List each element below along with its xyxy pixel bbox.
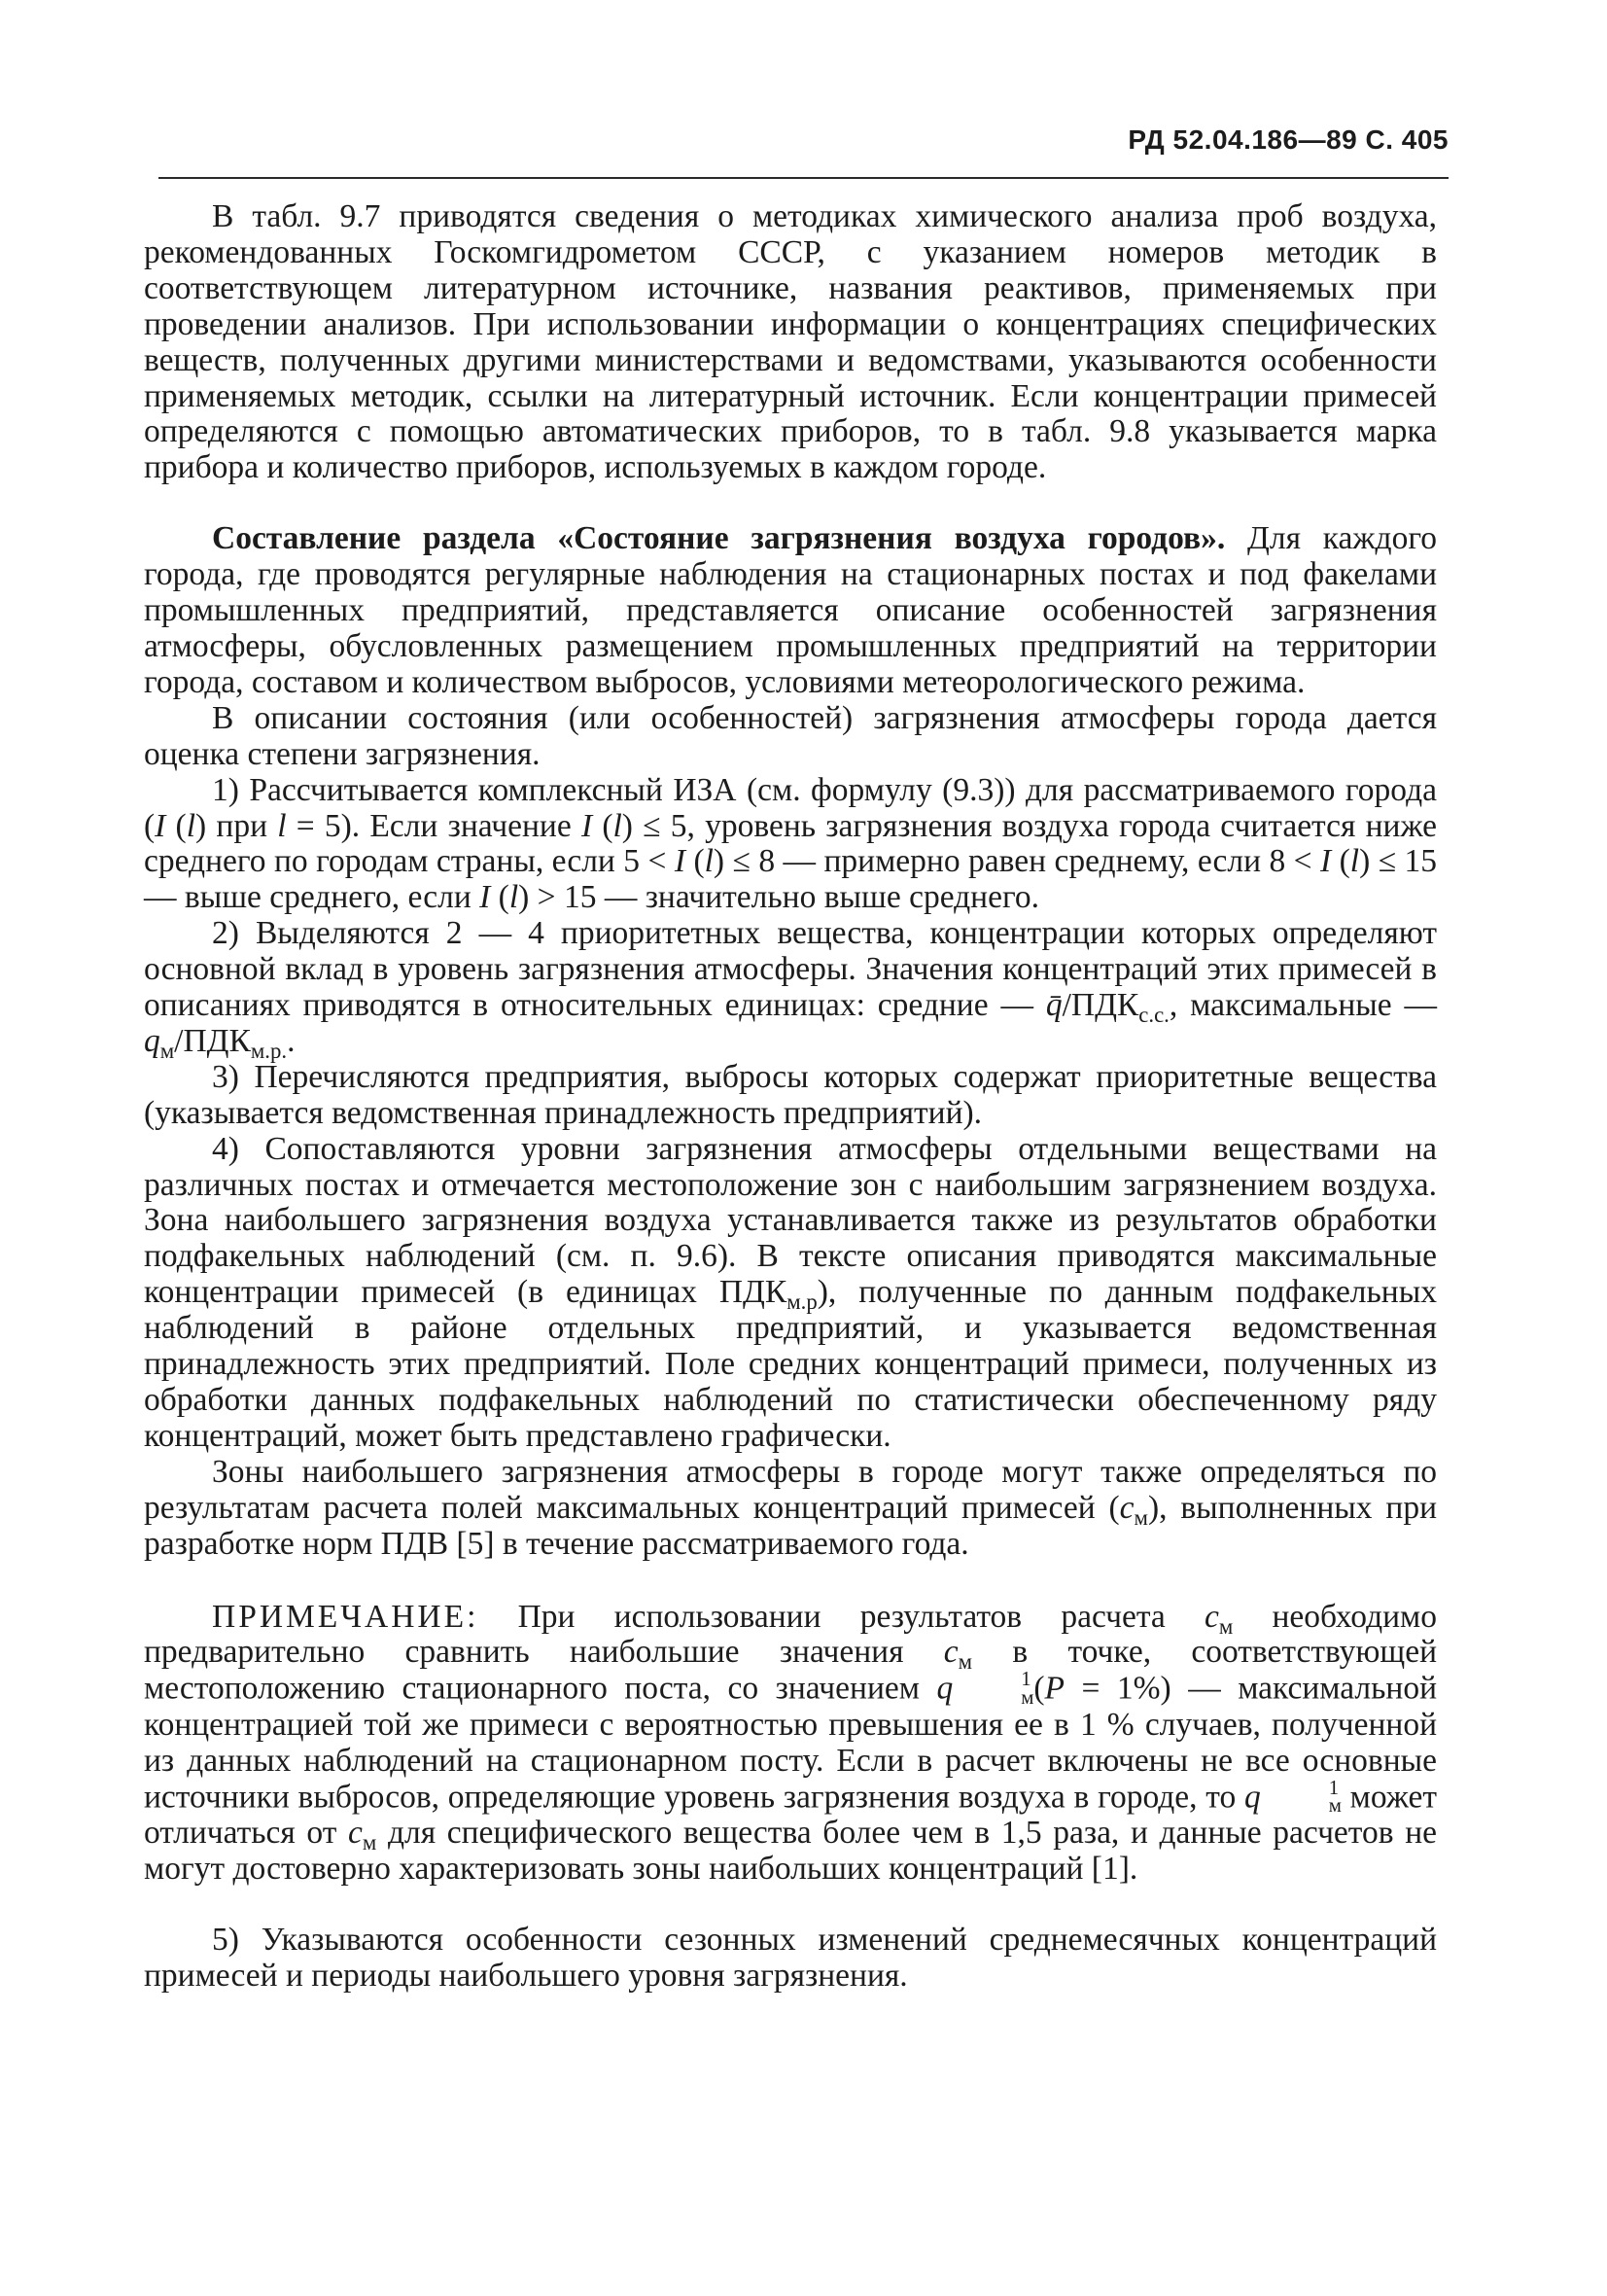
list-item-3: 3) Перечисляются предприятия, выбросы которых содержат приоритетные вещества (указывается ведомственная принадлежность предприятий). (144, 1058, 1437, 1131)
list-item-2: 2) Выделяются 2 — 4 приоритетных вещества, концентрации которых определяют основной вклад в уровень загрязнения атмосферы. Значения концентраций этих примесей в описаниях приводятся в относительных единицах: средние — $q̄/ПДК_{с.с.}$, максимальные — $q_м/ПДК_{м.р.}$. (144, 915, 1438, 1063)
paragraph-zones: Зоны наибольшего загрязнения атмосферы в городе могут также определяться по результатам расчета полей максимальных концентраций примесей $(c_м)$, выполненных при разработке норм ПДВ [5] в течение рассматриваемого года. (144, 1453, 1438, 1562)
running-header: РД 52.04.186—89 С. 405 (1128, 124, 1449, 155)
paragraph-methods: В табл. 9.7 приводятся сведения о методиках химического анализа проб воздуха, рекомендованных Госкомгидрометом СССР, с указанием номеров методик в соответствующем литературном источнике, названия реактивов, применяемых при проведении анализов. При использовании информации о концентрациях специфических веществ, полученных другими министерствами и ведомствами, указываются особенности применяемых методик, ссылки на литературный источник. Если концентрации примесей определяются с помощью автоматических приборов, то в табл. 9.8 указывается марка прибора и количество приборов, используемых в каждом городе. (144, 198, 1437, 486)
body-text (144, 199, 1437, 1995)
paragraph-section-intro: Составление раздела «Состояние загрязнения воздуха городов». Для каждого города, где проводятся регулярные наблюдения на стационарных постах и под факелами промышленных предприятий, представляется описание особенностей загрязнения атмосферы, обусловленных размещением промышленных предприятий на территории города, составом и количеством выбросов, условиями метеорологического режима. (144, 520, 1437, 700)
note-label: ПРИМЕЧАНИЕ: (212, 1598, 479, 1635)
note-paragraph: ПРИМЕЧАНИЕ: При использовании результатов расчета $c_м$ необходимо предварительно сравнить наибольшие значения $c_м$ в точке, соответствующей местоположению стационарного поста, со значением q 1 м (P = 1%) — максимальной концентрацией той же примеси с вероятностью превышения ее в 1 % случаев, полученной из данных наблюдений на стационарном посту. Если в расчет включены не все основные источники выбросов, определяющие уровень загрязнения воздуха в городе, то q 1 м может отличаться от $c_м$ для специфического вещества более чем в 1,5 раза, и данные расчетов не могут достоверно характеризовать зоны наибольших концентраций [1]. (144, 1598, 1438, 1887)
list-item-1: 1) Рассчитывается комплексный ИЗА (см. формулу (9.3)) для рассматриваемого города (I (l) при l = 5). Если значение I (l) ≤ 5, уровень загрязнения воздуха города считается ниже среднего по городам страны, если 5 < I (l) ≤ 8 — примерно равен среднему, если 8 < I (l) ≤ 15 — выше среднего, если I (l) > 15 — значительно выше среднего. (144, 771, 1438, 916)
list-item-4: 4) Сопоставляются уровни загрязнения атмосферы отдельными веществами на различных постах и отмечается местоположение зон с наибольшим загрязнением воздуха. Зона наибольшего загрязнения воздуха устанавливается также из результатов обработки подфакельных наблюдений (см. п. 9.6). В тексте описания приводятся максимальные концентрации примесей (в единицах $ПДК_{м.р}$), полученные по данным подфакельных наблюдений в районе отдельных предприятий, и указывается ведомственная принадлежность этих предприятий. Поле средних концентраций примеси, полученных из обработки данных подфакельных наблюдений по статистически обеспеченному ряду концентраций, может быть представлено графически. (144, 1130, 1437, 1454)
header-rule (158, 177, 1449, 179)
paragraph-assessment: В описании состояния (или особенностей) загрязнения атмосферы города дается оценка степени загрязнения. (144, 699, 1437, 772)
list-item-5: 5) Указываются особенности сезонных изменений среднемесячных концентраций примесей и периоды наибольшего уровня загрязнения. (144, 1921, 1437, 1994)
section-heading: Составление раздела «Состояние загрязнения воздуха городов». (212, 520, 1226, 557)
